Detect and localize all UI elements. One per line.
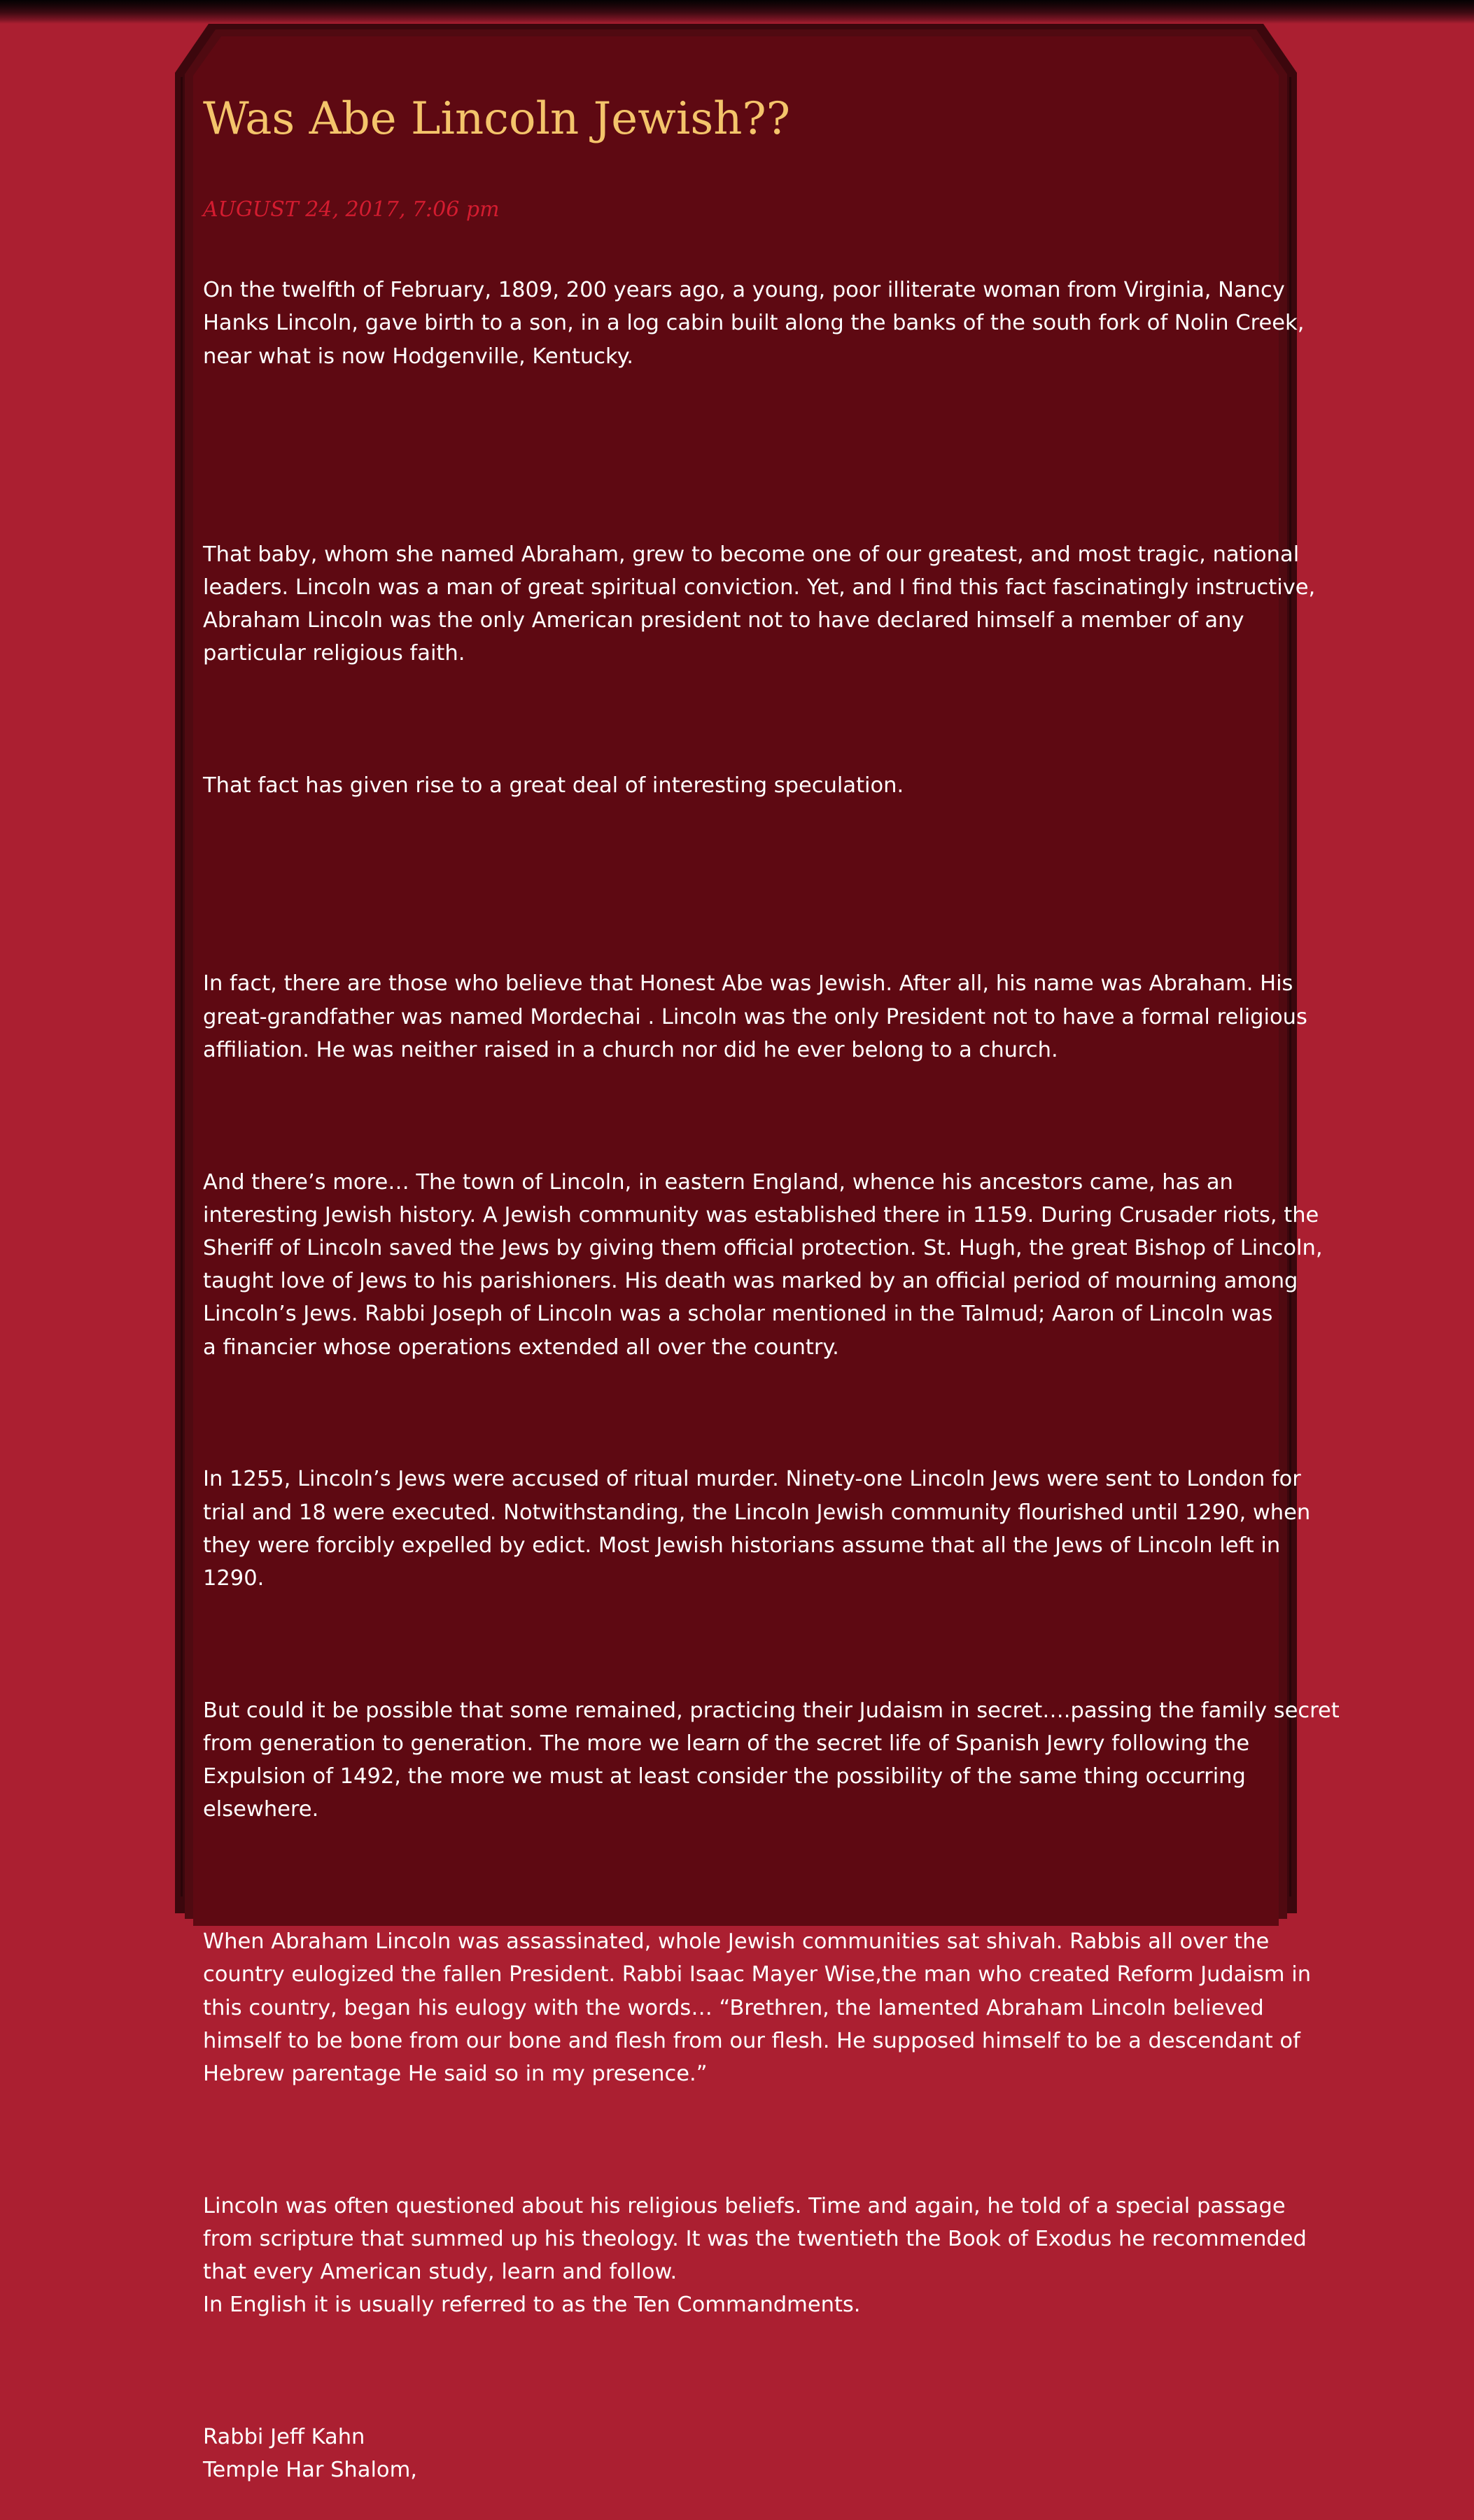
post-content (203, 84, 1344, 2483)
paragraph-spacer (203, 2123, 1344, 2156)
panel-left-edge (181, 77, 183, 1896)
paragraph-spacer (203, 1628, 1344, 1661)
post-title[interactable]: Was Abe Lincoln Jewish?? (203, 93, 791, 145)
paragraph-9: Lincoln was often questioned about his religious beliefs. Time and again, he told of a special passage from scripture that summed up his theology. It was the twentieth the Book of Exodus he recommended that every American study, learn and follow. In English it is usually referred to as the Ten Commandments. (203, 2193, 1307, 2318)
paragraph-spacer (203, 1859, 1344, 1892)
post-body (203, 241, 1344, 2520)
paragraph-spacer (203, 703, 1344, 736)
paragraph-5: And there’s more… The town of Lincoln, in eastern England, whence his ancestors came, has an interesting Jewish history. A Jewish community was established there in 1159. During Crusader riots, the Sheriff of Lincoln saved the Jews by giving them official protection. St. Hugh, the great Bishop of Lincoln, taught love of Jews to his parishioners. His death was marked by an official period of mourning among Lincoln’s Jews. Rabbi Joseph of Lincoln was a scholar mentioned in the Talmud; Aaron of Lincoln was a financier whose operations extended all over the country. (203, 1169, 1323, 1360)
top-shadow-bar (0, 0, 1474, 24)
paragraph-3: That fact has given rise to a great deal of interesting speculation. (203, 773, 904, 798)
post-date-main: AUGUST 24, 2017, 7:06 (203, 197, 466, 222)
post-date (203, 195, 500, 225)
paragraph-spacer (203, 836, 1344, 935)
paragraph-spacer (203, 1397, 1344, 1430)
paragraph-6: In 1255, Lincoln’s Jews were accused of ritual murder. Ninety-one Lincoln Jews were sent to London for trial and 18 were executed. Notwithstanding, the Lincoln Jewish community flourished until 1290, when they were forcibly expelled by edict. Most Jewish historians assume that all the Jews of Lincoln left in 1290. (203, 1467, 1311, 1591)
author-signature: Rabbi Jeff Kahn Temple Har Shalom, (203, 2425, 417, 2483)
paragraph-spacer (203, 1099, 1344, 1132)
paragraph-spacer (203, 2355, 1344, 2388)
paragraph-2: That baby, whom she named Abraham, grew to become one of our greatest, and most tragic, national leaders. Lincoln was a man of great spiritual conviction. Yet, and I find this fact fascinatingly instructive, Abraham Lincoln was the only American president not to have declared himself a member of any particular religious faith. (203, 542, 1316, 666)
paragraph-1: On the twelfth of February, 1809, 200 years ago, a young, poor illiterate woman from Virginia, Nancy Hanks Lincoln, gave birth to a son, in a log cabin built along the banks of the south fork of Nolin Creek, near what is now Hodgenville, Kentucky. (203, 278, 1305, 369)
paragraph-spacer (203, 406, 1344, 505)
paragraph-7: But could it be possible that some remained, practicing their Judaism in secret….passing the family secret from generation to generation. The more we learn of the secret life of Spanish Jewry following the Expulsion of 1492, the more we must at least consider the possibility of the same thing occurring elsewhere. (203, 1698, 1340, 1822)
post-date-meridiem: pm (465, 197, 500, 222)
paragraph-8: When Abraham Lincoln was assassinated, whole Jewish communities sat shivah. Rabbis all over the country eulogized the fallen President. Rabbi Isaac Mayer Wise,the man who created Reform Judaism in this country, began his eulogy with the words… “Brethren, the lamented Abraham Lincoln believed himself to be bone from our bone and flesh from our flesh. He supposed himself to be a descendant of Hebrew parentage He said so in my presence.” (203, 1929, 1312, 2087)
paragraph-4: In fact, there are those who believe that Honest Abe was Jewish. After all, his name was Abraham. His great-grandfather was named Mordechai . Lincoln was the only President not to have a formal religious affiliation. He was neither raised in a church nor did he ever belong to a church. (203, 971, 1307, 1062)
